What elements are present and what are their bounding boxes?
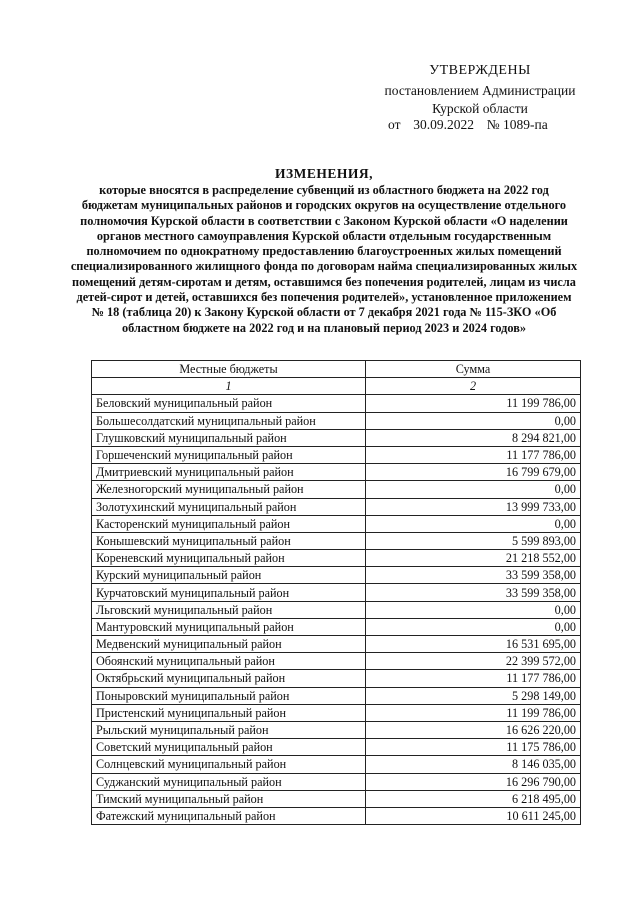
decree-date-number (388, 117, 608, 133)
budget-name-cell: Фатежский муниципальный район (92, 807, 366, 824)
table-row (92, 429, 581, 446)
amount-cell: 16 626 220,00 (366, 721, 581, 738)
amount-cell: 11 199 786,00 (366, 704, 581, 721)
table-row (92, 807, 581, 824)
budget-name-cell: Золотухинский муниципальный район (92, 498, 366, 515)
table-row (92, 532, 581, 549)
table-row (92, 653, 581, 670)
budget-name-cell: Поныровский муниципальный район (92, 687, 366, 704)
table-row (92, 773, 581, 790)
number-label: № (486, 117, 500, 132)
amount-cell: 16 799 679,00 (366, 464, 581, 481)
table-row (92, 481, 581, 498)
amount-cell: 5 599 893,00 (366, 532, 581, 549)
budget-name-cell: Октябрьский муниципальный район (92, 670, 366, 687)
budget-name-cell: Обоянский муниципальный район (92, 653, 366, 670)
amount-cell: 0,00 (366, 481, 581, 498)
decree-number: 1089-па (503, 117, 548, 132)
column-number-2: 2 (366, 378, 581, 395)
column-number-1: 1 (92, 378, 366, 395)
table-row (92, 395, 581, 412)
subsidy-table (91, 360, 581, 825)
table-row (92, 790, 581, 807)
amount-cell: 16 531 695,00 (366, 636, 581, 653)
budget-name-cell: Солнцевский муниципальный район (92, 756, 366, 773)
budget-name-cell: Глушковский муниципальный район (92, 429, 366, 446)
budget-name-cell: Тимский муниципальный район (92, 790, 366, 807)
budget-name-cell: Кореневский муниципальный район (92, 550, 366, 567)
approval-line-1: постановлением Администрации (384, 83, 576, 98)
table-row (92, 601, 581, 618)
budget-name-cell: Касторенский муниципальный район (92, 515, 366, 532)
table-row (92, 618, 581, 635)
amount-cell: 22 399 572,00 (366, 653, 581, 670)
budget-name-cell: Льговский муниципальный район (92, 601, 366, 618)
budget-name-cell: Горшеченский муниципальный район (92, 446, 366, 463)
amount-cell: 21 218 552,00 (366, 550, 581, 567)
amount-cell: 13 999 733,00 (366, 498, 581, 515)
budget-name-cell: Курчатовский муниципальный район (92, 584, 366, 601)
table-row (92, 515, 581, 532)
table-row (92, 550, 581, 567)
amount-cell: 33 599 358,00 (366, 567, 581, 584)
table-row (92, 584, 581, 601)
amount-cell: 11 175 786,00 (366, 739, 581, 756)
column-header-amount: Сумма (366, 361, 581, 378)
budget-name-cell: Курский муниципальный район (92, 567, 366, 584)
amount-cell: 11 177 786,00 (366, 446, 581, 463)
table-row (92, 636, 581, 653)
decree-date: 30.09.2022 (413, 117, 474, 132)
table-row (92, 567, 581, 584)
budget-name-cell: Мантуровский муниципальный район (92, 618, 366, 635)
table-row (92, 464, 581, 481)
approval-stamp (360, 62, 600, 118)
amount-cell: 0,00 (366, 515, 581, 532)
table-row (92, 412, 581, 429)
table-row (92, 446, 581, 463)
budget-name-cell: Советский муниципальный район (92, 739, 366, 756)
amount-cell: 0,00 (366, 618, 581, 635)
budget-name-cell: Беловский муниципальный район (92, 395, 366, 412)
amount-cell: 6 218 495,00 (366, 790, 581, 807)
amount-cell: 8 146 035,00 (366, 756, 581, 773)
document-heading (70, 166, 578, 336)
amount-cell: 5 298 149,00 (366, 687, 581, 704)
budget-name-cell: Дмитриевский муниципальный район (92, 464, 366, 481)
budget-name-cell: Пристенский муниципальный район (92, 704, 366, 721)
document-title: ИЗМЕНЕНИЯ, (274, 166, 373, 181)
table-row (92, 756, 581, 773)
document-subtitle: которые вносятся в распределение субвенций из областного бюджета на 2022 год бюджетам муниципальных районов и городских округов на осуществление отдельного полномочия Курской области в соответствии с Законом Курской области «О наделении органов местного самоуправления Курской области отдельным государственным полномочием по однократному предоставлению благоустроенных жилых помещений специализированного жилищного фонда по договорам найма специализированных жилых помещений детям-сиротам и детям, оставшимся без попечения родителей, лицам из числа детей-сирот и детей, оставшихся без попечения родителей», установленное приложением № 18 (таблица 20) к Закону Курской области от 7 декабря 2021 года № 115-ЗКО «Об областном бюджете на 2022 год и на плановый период 2023 и 2024 годов» (70, 183, 578, 335)
amount-cell: 11 177 786,00 (366, 670, 581, 687)
approved-label: УТВЕРЖДЕНЫ (429, 63, 531, 78)
column-header-budgets: Местные бюджеты (92, 361, 366, 378)
table-header-row (92, 361, 581, 378)
budget-name-cell: Рыльский муниципальный район (92, 721, 366, 738)
budget-name-cell: Конышевский муниципальный район (92, 532, 366, 549)
column-number-row (92, 378, 581, 395)
table-row (92, 739, 581, 756)
table-row (92, 498, 581, 515)
budget-name-cell: Медвенский муниципальный район (92, 636, 366, 653)
table-row (92, 670, 581, 687)
from-label: от (388, 117, 401, 132)
table-row (92, 721, 581, 738)
amount-cell: 0,00 (366, 412, 581, 429)
amount-cell: 11 199 786,00 (366, 395, 581, 412)
amount-cell: 0,00 (366, 601, 581, 618)
table-row (92, 704, 581, 721)
amount-cell: 10 611 245,00 (366, 807, 581, 824)
approval-line-2: Курской области (432, 101, 528, 116)
amount-cell: 16 296 790,00 (366, 773, 581, 790)
amount-cell: 33 599 358,00 (366, 584, 581, 601)
amount-cell: 8 294 821,00 (366, 429, 581, 446)
table-row (92, 687, 581, 704)
budget-name-cell: Суджанский муниципальный район (92, 773, 366, 790)
budget-name-cell: Большесолдатский муниципальный район (92, 412, 366, 429)
budget-name-cell: Железногорский муниципальный район (92, 481, 366, 498)
